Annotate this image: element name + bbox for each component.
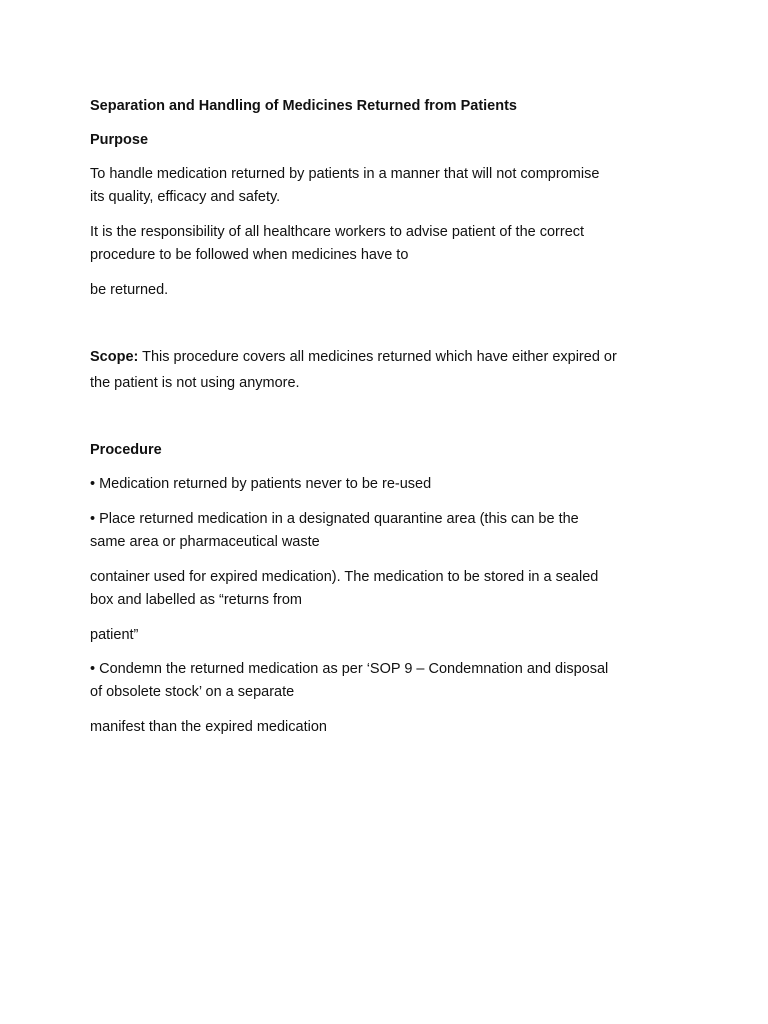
purpose-text-line-1: To handle medication returned by patients in a manner that will not compromise [90,166,600,182]
document-title: Separation and Handling of Medicines Returned from Patients [90,98,517,114]
scope-label: Scope: [90,349,139,365]
responsibility-text-line-3: be returned. [90,282,169,298]
purpose-text-line-2: its quality, efficacy and safety. [90,189,281,205]
procedure-bullet-2-line-1: • Place returned medication in a designated quarantine area (this can be the [90,511,579,527]
scope-text: This procedure covers all medicines returned which have either expired or [138,349,617,365]
procedure-bullet-3-line-3: manifest than the expired medication [90,719,327,735]
procedure-bullet-2-line-4: box and labelled as “returns from [90,592,302,608]
procedure-bullet-1: • Medication returned by patients never to be re-used [90,476,432,492]
procedure-bullet-3-line-2: of obsolete stock’ on a separate [90,684,295,700]
procedure-heading: Procedure [90,442,162,458]
procedure-bullet-2-line-5: patient” [90,627,139,643]
purpose-heading: Purpose [90,132,149,148]
procedure-bullet-3-line-1: • Condemn the returned medication as per ‘SOP 9 – Condemnation and disposal [90,661,609,677]
scope-text-line-2: the patient is not using anymore. [90,375,300,391]
procedure-bullet-2-line-2: same area or pharmaceutical waste [90,534,320,550]
scope-paragraph-line-1 [90,346,690,368]
responsibility-text-line-2: procedure to be followed when medicines have to [90,247,409,263]
responsibility-text-line-1: It is the responsibility of all healthcare workers to advise patient of the correct [90,224,585,240]
procedure-bullet-2-line-3: container used for expired medication). The medication to be stored in a sealed [90,569,599,585]
